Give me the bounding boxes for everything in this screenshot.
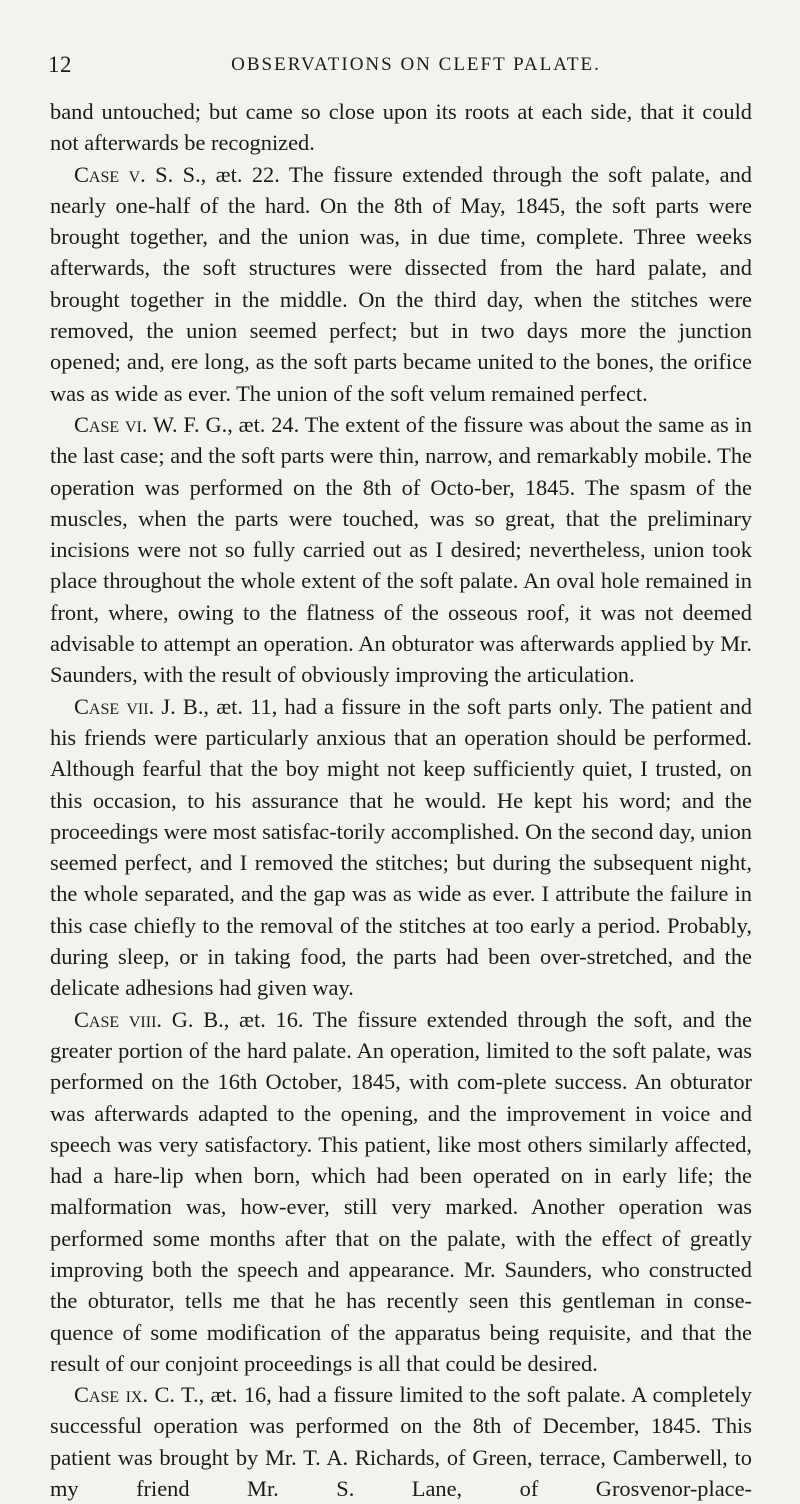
paragraph-case-v bbox=[50, 159, 752, 409]
case-label-vi: Case vi. bbox=[74, 411, 148, 437]
paragraph-case-vii bbox=[50, 691, 752, 1004]
case-label-vii: Case vii. bbox=[74, 693, 155, 719]
case-v-text: S. S., æt. 22. The fissure extended through the soft palate, and nearly one-half of the hard. On the 8th of May, 1845, the soft parts were brought together, and the union was, in due time, complete. Three weeks afterwards, the soft structures were dissected from the hard palate, and brought together in the middle. On the third day, when the stitches were removed, the union seemed perfect; but in two days more the junction opened; and, ere long, as the soft parts became united to the bones, the orifice was as wide as ever. The union of the soft velum remained perfect. bbox=[50, 161, 752, 406]
page-header bbox=[48, 52, 744, 84]
paragraph-case-viii bbox=[50, 1004, 752, 1380]
case-viii-text: G. B., æt. 16. The fissure extended through the soft, and the greater portion of the hard palate. An operation, limited to the soft palate, was performed on the 16th October, 1845, with com-plete success. An obturator was afterwards adapted to the opening, and the improvement in voice and speech was very satisfactory. This patient, like most others similarly affected, had a hare-lip when born, which had been operated on in early life; the malformation was, how-ever, still very marked. Another operation was performed some months after that on the palate, with the effect of greatly improving both the speech and appearance. Mr. Saunders, who constructed the obturator, tells me that he has recently seen this gentleman in conse-quence of some modification of the apparatus being requisite, and that the result of our conjoint proceedings is all that could be desired. bbox=[50, 1006, 752, 1376]
case-label-ix: Case ix. bbox=[74, 1382, 149, 1408]
body-text bbox=[50, 96, 752, 1504]
case-vi-text: W. F. G., æt. 24. The extent of the fissure was about the same as in the last case; and the soft parts were thin, narrow, and remarkably mobile. The operation was performed on the 8th of Octo-ber, 1845. The spasm of the muscles, when the parts were touched, was so great, that the preliminary incisions were not so fully carried out as I desired; nevertheless, union took place throughout the whole extent of the soft palate. An oval hole remained in front, where, owing to the flatness of the osseous roof, it was not deemed advisable to attempt an operation. An obturator was afterwards applied by Mr. Saunders, with the result of obviously improving the articulation. bbox=[50, 411, 752, 688]
case-ix-text: C. T., æt. 16, had a fissure limited to the soft palate. A completely successful operation was performed on the 8th of December, 1845. This patient was brought by Mr. T. A. Richards, of Green, terrace, Camberwell, to my friend Mr. S. Lane, of Grosvenor-place- bbox=[50, 1382, 752, 1502]
case-vii-text: J. B., æt. 11, had a fissure in the soft parts only. The patient and his friends were particularly anxious that an operation should be performed. Although fearful that the boy might not keep sufficiently quiet, I trusted, on this occasion, to his assurance that he would. He kept his word; and the proceedings were most satisfac-torily accomplished. On the second day, union seemed perfect, and I removed the stitches; but during the subsequent night, the whole separated, and the gap was as wide as ever. I attribute the failure in this case chiefly to the removal of the stitches at too early a period. Probably, during sleep, or in taking food, the parts had been over-stretched, and the delicate adhesions had given way. bbox=[50, 693, 752, 1001]
paragraph-case-vi bbox=[50, 409, 752, 691]
running-title: OBSERVATIONS ON CLEFT PALATE. bbox=[231, 54, 601, 75]
page-number: 12 bbox=[48, 52, 72, 77]
paragraph-continuation: band untouched; but came so close upon its roots at each side, that it could not afterwards be recognized. bbox=[50, 99, 752, 156]
paragraph-case-ix bbox=[50, 1379, 752, 1504]
case-label-viii: Case viii. bbox=[74, 1006, 163, 1032]
case-label-v: Case v. bbox=[74, 161, 146, 187]
